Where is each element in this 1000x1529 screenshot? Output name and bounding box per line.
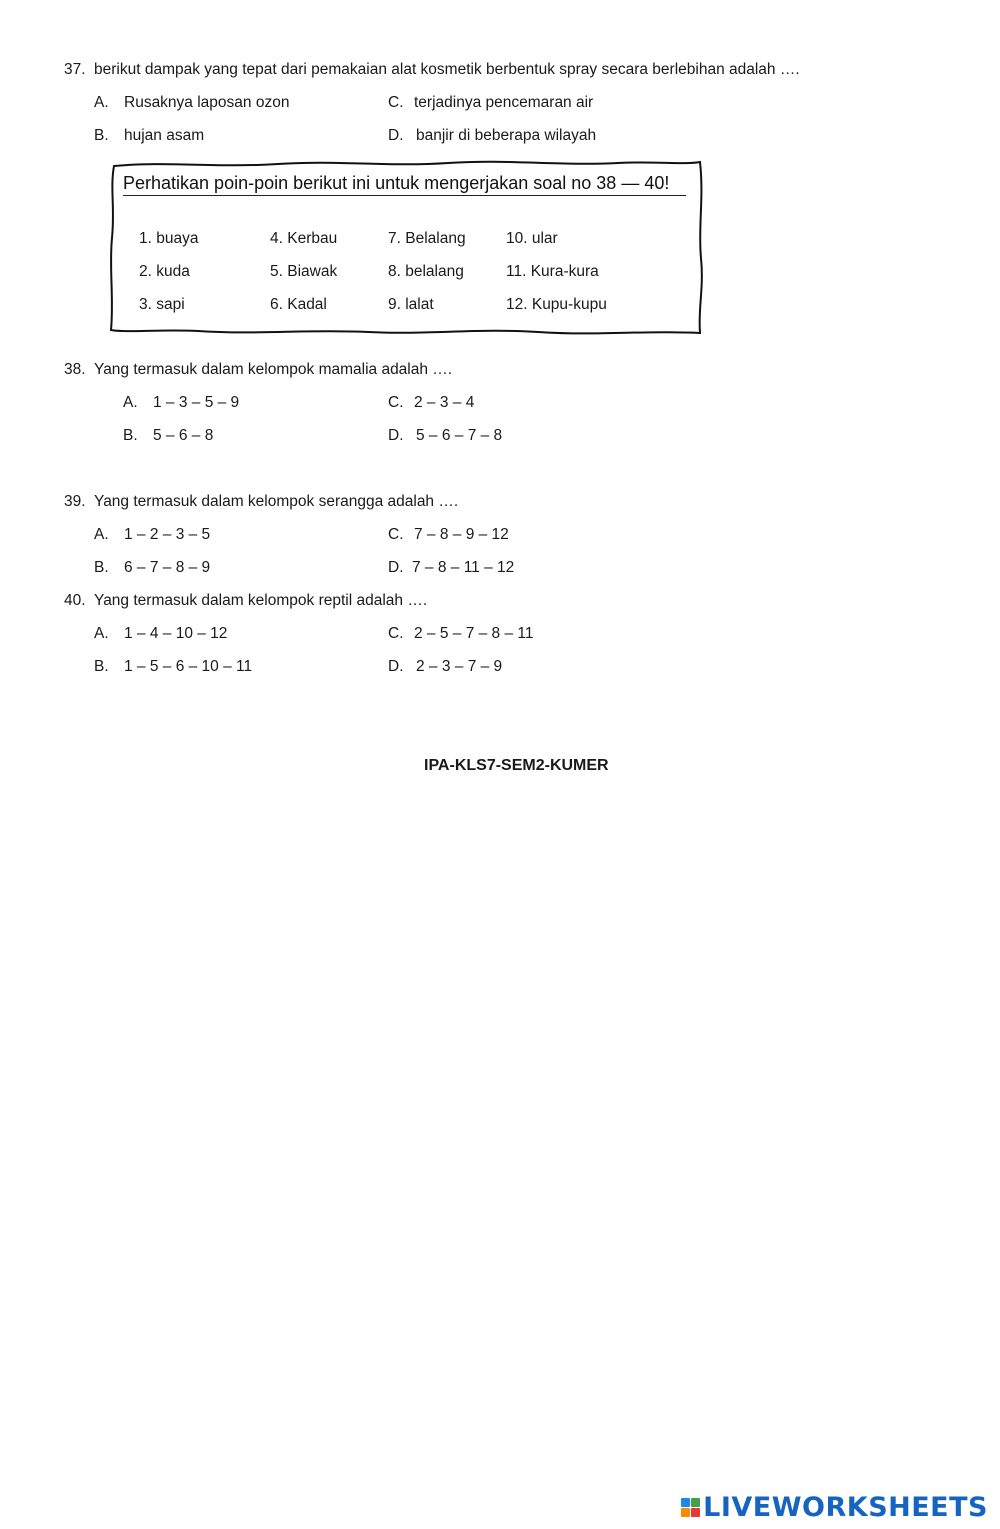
option-text: 5 – 6 – 8 <box>153 427 214 444</box>
option-text: 6 – 7 – 8 – 9 <box>124 559 211 576</box>
q37-option-d[interactable] <box>388 127 596 145</box>
document-code: IPA-KLS7-SEM2-KUMER <box>424 757 609 774</box>
q37-option-a[interactable] <box>94 94 289 112</box>
q37-option-b[interactable] <box>94 127 204 145</box>
box-title: Perhatikan poin-poin berikut ini untuk mengerjakan soal no 38 — 40! <box>123 173 670 193</box>
option-text: 2 – 5 – 7 – 8 – 11 <box>414 625 534 642</box>
option-text: 1 – 2 – 3 – 5 <box>124 526 211 543</box>
option-letter: B. <box>94 658 109 675</box>
question-number: 38. <box>64 361 86 378</box>
question-number: 39. <box>64 493 86 510</box>
box-item-9: 9. lalat <box>388 296 434 313</box>
option-text: 5 – 6 – 7 – 8 <box>416 427 503 444</box>
logo-text: LIVEWORKSHEETS <box>703 1491 988 1523</box>
option-text: terjadinya pencemaran air <box>414 94 594 111</box>
q38-option-b[interactable] <box>123 427 213 445</box>
q40-option-c[interactable] <box>388 625 534 643</box>
box-item-12: 12. Kupu-kupu <box>506 296 607 313</box>
question-number: 37. <box>64 61 86 78</box>
option-letter: D. <box>388 658 404 675</box>
option-letter: C. <box>388 94 404 111</box>
box-title-underline <box>123 195 686 196</box>
option-letter: A. <box>94 94 109 111</box>
logo-grid-icon <box>681 1498 700 1517</box>
option-text: hujan asam <box>124 127 205 144</box>
question-text: Yang termasuk dalam kelompok serangga adalah …. <box>94 493 459 510</box>
question-text: Yang termasuk dalam kelompok reptil adalah …. <box>94 592 428 609</box>
q38-option-c[interactable] <box>388 394 474 412</box>
option-text: 1 – 3 – 5 – 9 <box>153 394 240 411</box>
question-text: Yang termasuk dalam kelompok mamalia adalah …. <box>94 361 453 378</box>
box-item-8: 8. belalang <box>388 263 464 280</box>
option-letter: B. <box>94 559 109 576</box>
option-letter: C. <box>388 526 404 543</box>
option-letter: A. <box>94 526 109 543</box>
box-item-6: 6. Kadal <box>270 296 327 313</box>
option-letter: A. <box>123 394 138 411</box>
option-text: 7 – 8 – 11 – 12 <box>412 559 515 576</box>
option-letter: D. <box>388 427 404 444</box>
option-letter: B. <box>94 127 109 144</box>
q38-option-d[interactable] <box>388 427 502 445</box>
box-item-4: 4. Kerbau <box>270 230 338 247</box>
q39-option-a[interactable] <box>94 526 210 544</box>
option-text: 7 – 8 – 9 – 12 <box>414 526 509 543</box>
box-item-1: 1. buaya <box>139 230 199 247</box>
box-item-7: 7. Belalang <box>388 230 466 247</box>
question-40 <box>64 592 427 610</box>
option-letter: B. <box>123 427 138 444</box>
question-number: 40. <box>64 592 86 609</box>
question-text: berikut dampak yang tepat dari pemakaian alat kosmetik berbentuk spray secara berlebihan adalah …. <box>94 61 800 78</box>
q39-option-d[interactable] <box>388 559 514 577</box>
box-item-2: 2. kuda <box>139 263 190 280</box>
option-letter: C. <box>388 394 404 411</box>
box-item-5: 5. Biawak <box>270 263 338 280</box>
q39-option-b[interactable] <box>94 559 210 577</box>
option-letter: A. <box>94 625 109 642</box>
option-text: banjir di beberapa wilayah <box>416 127 597 144</box>
option-text: 2 – 3 – 4 <box>414 394 475 411</box>
option-text: Rusaknya laposan ozon <box>124 94 290 111</box>
option-letter: C. <box>388 625 404 642</box>
option-text: 1 – 5 – 6 – 10 – 11 <box>124 658 253 675</box>
q38-option-a[interactable] <box>123 394 239 412</box>
option-text: 2 – 3 – 7 – 9 <box>416 658 503 675</box>
q37-option-c[interactable] <box>388 94 593 112</box>
question-38 <box>64 361 452 379</box>
box-item-11: 11. Kura-kura <box>506 263 599 280</box>
question-37 <box>64 61 800 79</box>
q40-option-d[interactable] <box>388 658 502 676</box>
q40-option-a[interactable] <box>94 625 227 643</box>
liveworksheets-logo[interactable] <box>681 1491 988 1523</box>
q40-option-b[interactable] <box>94 658 252 676</box>
option-letter: D. <box>388 127 404 144</box>
q39-option-c[interactable] <box>388 526 509 544</box>
box-item-10: 10. ular <box>506 230 558 247</box>
question-39 <box>64 493 458 511</box>
option-text: 1 – 4 – 10 – 12 <box>124 625 228 642</box>
option-letter: D. <box>388 559 404 576</box>
box-item-3: 3. sapi <box>139 296 185 313</box>
